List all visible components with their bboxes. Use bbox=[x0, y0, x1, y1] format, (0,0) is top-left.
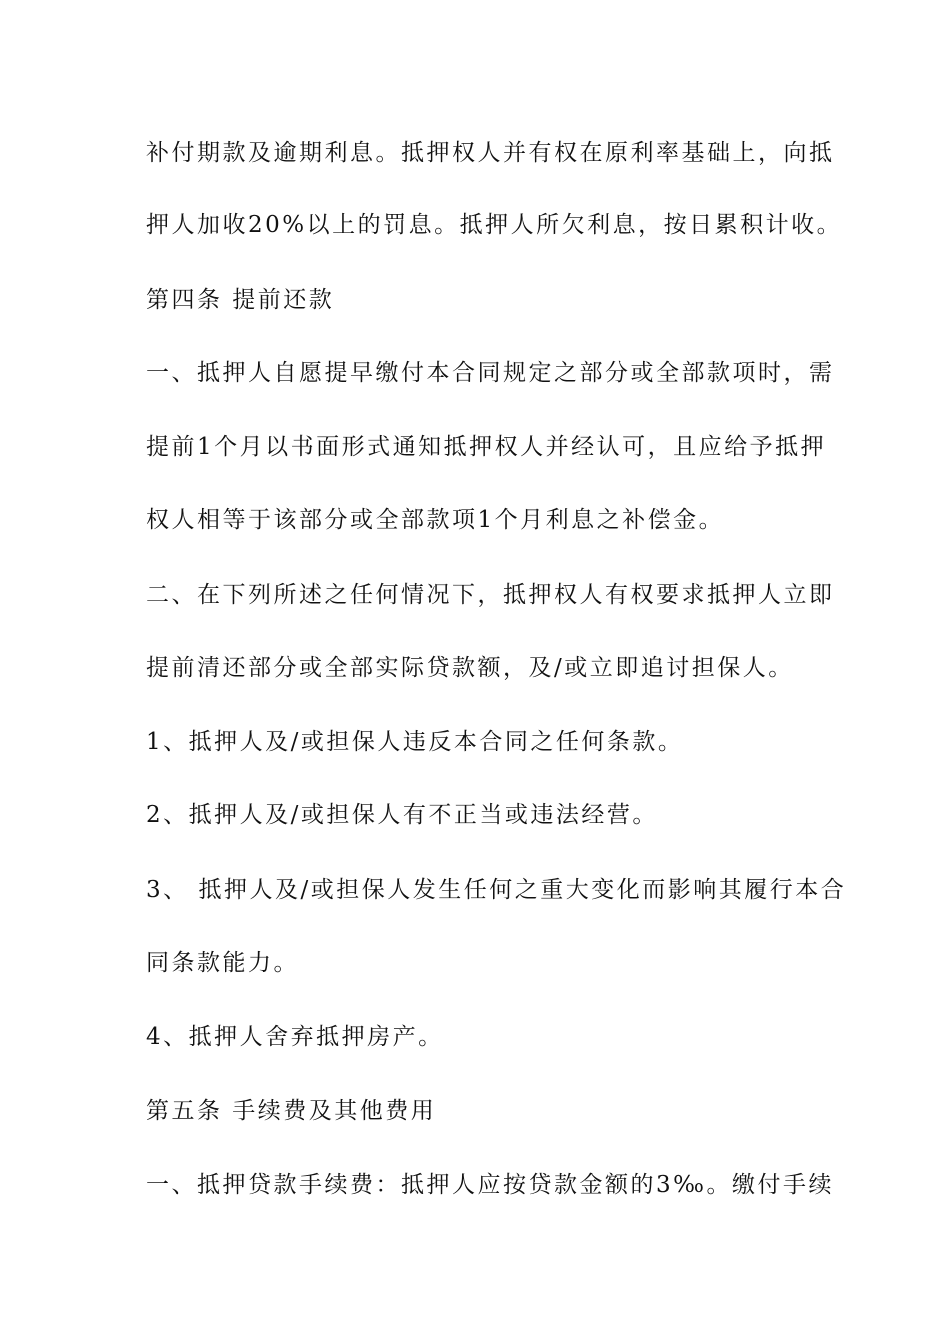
paragraph-line: 补付期款及逾期利息。抵押权人并有权在原利率基础上，向抵 bbox=[146, 140, 835, 166]
paragraph-line: 提前清还部分或全部实际贷款额，及/或立即追讨担保人。 bbox=[146, 655, 794, 681]
list-item: 3、 抵押人及/或担保人发生任何之重大变化而影响其履行本合 bbox=[146, 877, 847, 903]
paragraph-line: 押人加收20%以上的罚息。抵押人所欠利息，按日累积计收。 bbox=[146, 212, 843, 238]
paragraph-line: 一、抵押贷款手续费：抵押人应按贷款金额的3‰。缴付手续 bbox=[146, 1172, 834, 1198]
list-item: 4、抵押人舍弃抵押房产。 bbox=[146, 1024, 444, 1050]
section-heading-article-4: 第四条 提前还款 bbox=[146, 287, 335, 313]
paragraph-line: 一、抵押人自愿提早缴付本合同规定之部分或全部款项时，需 bbox=[146, 360, 835, 386]
list-item: 1、抵押人及/或担保人违反本合同之任何条款。 bbox=[146, 729, 684, 755]
list-item-continuation: 同条款能力。 bbox=[146, 950, 299, 976]
list-item: 2、抵押人及/或担保人有不正当或违法经营。 bbox=[146, 802, 658, 828]
paragraph-line: 提前1个月以书面形式通知抵押权人并经认可，且应给予抵押 bbox=[146, 434, 827, 460]
paragraph-line: 权人相等于该部分或全部款项1个月利息之补偿金。 bbox=[146, 507, 725, 533]
paragraph-line: 二、在下列所述之任何情况下，抵押权人有权要求抵押人立即 bbox=[146, 582, 835, 608]
section-heading-article-5: 第五条 手续费及其他费用 bbox=[146, 1098, 437, 1124]
